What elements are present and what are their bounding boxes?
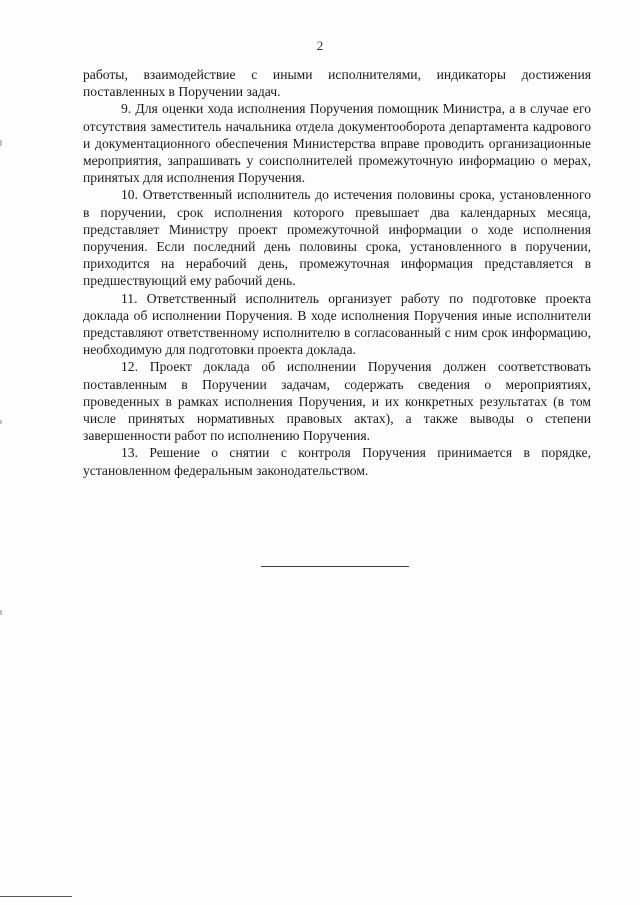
paragraph-continuation: работы, взаимодействие с иными исполнителями, индикаторы достижения поставленных в Поручении задач. bbox=[83, 67, 591, 100]
scan-edge-mark bbox=[0, 610, 2, 615]
paragraph-item-13: 13. Решение о снятии с контроля Поручения принимается в порядке, установленном федеральным законодательством. bbox=[83, 445, 591, 478]
paragraph-item-12: 12. Проект доклада об исполнении Поручения должен соответствовать поставленным в Поручении задачам, содержать сведения о мероприятиях, проведенных в рамках исполнения Поручения, и их конкретных результатах (в том числе принятых нормативных правовых актах), а также выводы о степени завершенности работ по исполнению Поручения. bbox=[83, 359, 591, 444]
paragraph-item-9: 9. Для оценки хода исполнения Поручения помощник Министра, а в случае его отсутствия заместитель начальника отдела документооборота департамента кадрового и документационного обеспечения Министерства вправе проводить организационные мероприятия, запрашивать у соисполнителей промежуточную информацию о мерах, принятых для исполнения Поручения. bbox=[83, 101, 591, 186]
scan-edge-mark bbox=[0, 140, 2, 146]
scan-edge-mark bbox=[0, 420, 2, 424]
page-number: 2 bbox=[316, 38, 324, 53]
document-body bbox=[83, 66, 591, 479]
end-divider-line bbox=[261, 566, 409, 567]
paragraph-item-11: 11. Ответственный исполнитель организует работу по подготовке проекта доклада об исполнении Поручения. В ходе исполнения Поручения иные исполнители представляют ответственному исполнителю в согласованный с ним срок информацию, необходимую для подготовки проекта доклада. bbox=[83, 290, 591, 358]
paragraph-item-10: 10. Ответственный исполнитель до истечения половины срока, установленного в поручении, срок исполнения которого превышает два календарных месяца, представляет Министру проект промежуточной информации о ходе исполнения поручения. Если последний день половины срока, установленного в поручении, приходится на нерабочий день, промежуточная информация представляется в предшествующий ему рабочий день. bbox=[83, 187, 591, 289]
scan-bottom-line bbox=[0, 896, 72, 897]
